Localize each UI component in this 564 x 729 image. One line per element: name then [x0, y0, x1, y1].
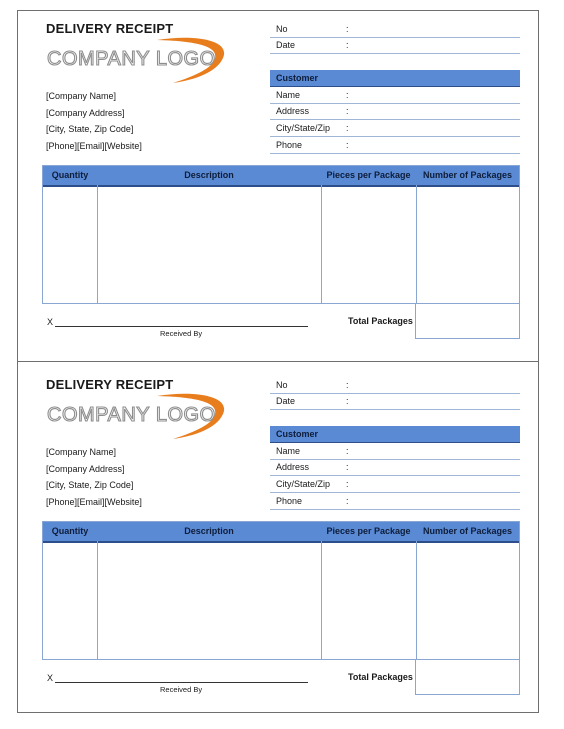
signature-x: X [47, 673, 54, 683]
field-colon: : [346, 496, 349, 506]
field-colon: : [346, 106, 349, 116]
signature-line[interactable] [55, 682, 308, 683]
column-divider [97, 541, 98, 659]
logo-text: COMPANY LOGO [47, 404, 216, 426]
field-label: Date [276, 396, 296, 406]
delivery-receipt [17, 366, 539, 717]
field-label: No [276, 380, 288, 390]
company-city: [City, State, Zip Code] [46, 480, 134, 490]
signature-line[interactable] [55, 326, 308, 327]
company-address: [Company Address] [46, 464, 125, 474]
column-divider [97, 185, 98, 303]
receipt-title: DELIVERY RECEIPT [46, 21, 174, 36]
total-packages-label: Total Packages [348, 672, 413, 682]
field-no[interactable] [270, 21, 520, 38]
company-contact: [Phone][Email][Website] [46, 141, 142, 151]
signature-x: X [47, 317, 54, 327]
field-customer-name[interactable] [270, 443, 520, 460]
company-contact: [Phone][Email][Website] [46, 497, 142, 507]
field-colon: : [346, 40, 349, 50]
field-colon: : [346, 396, 349, 406]
company-logo [45, 34, 229, 84]
table-header [43, 166, 519, 187]
company-address: [Company Address] [46, 108, 125, 118]
customer-heading: Customer [276, 429, 319, 439]
delivery-receipt [17, 10, 539, 361]
company-logo [45, 390, 229, 440]
field-colon: : [346, 446, 349, 456]
company-city: [City, State, Zip Code] [46, 124, 134, 134]
field-colon: : [346, 24, 349, 34]
company-name: [Company Name] [46, 91, 117, 101]
field-customer-city[interactable] [270, 476, 520, 493]
field-label: No [276, 24, 288, 34]
receipt-title: DELIVERY RECEIPT [46, 377, 174, 392]
field-date[interactable] [270, 37, 520, 54]
col-description: Description [184, 526, 234, 536]
field-label: Address [276, 106, 310, 116]
total-packages-box[interactable] [415, 659, 520, 695]
col-pieces-per-package: Pieces per Package [326, 170, 411, 180]
col-quantity: Quantity [51, 526, 89, 536]
customer-header [270, 426, 520, 443]
field-label: Name [276, 446, 301, 456]
customer-header [270, 70, 520, 87]
items-table [42, 165, 520, 304]
field-colon: : [346, 140, 349, 150]
items-table [42, 521, 520, 660]
total-packages-label: Total Packages [348, 316, 413, 326]
field-colon: : [346, 479, 349, 489]
logo-text: COMPANY LOGO [47, 48, 216, 70]
col-description: Description [184, 170, 234, 180]
field-colon: : [346, 90, 349, 100]
col-number-of-packages: Number of Packages [422, 526, 513, 536]
field-label: City/State/Zip [276, 123, 331, 133]
field-date[interactable] [270, 393, 520, 410]
receipt-divider [17, 361, 539, 362]
col-quantity: Quantity [51, 170, 89, 180]
field-customer-address[interactable] [270, 459, 520, 476]
field-label: Address [276, 462, 310, 472]
customer-heading: Customer [276, 73, 319, 83]
total-packages-box[interactable] [415, 303, 520, 339]
field-colon: : [346, 380, 349, 390]
received-by-label: Received By [160, 329, 203, 338]
field-customer-phone[interactable] [270, 493, 520, 510]
field-colon: : [346, 462, 349, 472]
field-colon: : [346, 123, 349, 133]
col-pieces-per-package: Pieces per Package [326, 526, 411, 536]
field-label: Phone [276, 496, 303, 506]
field-customer-name[interactable] [270, 87, 520, 104]
field-label: City/State/Zip [276, 479, 331, 489]
received-by-label: Received By [160, 685, 203, 694]
column-divider [416, 185, 417, 303]
field-label: Date [276, 40, 296, 50]
table-header [43, 522, 519, 543]
column-divider [321, 541, 322, 659]
col-number-of-packages: Number of Packages [422, 170, 513, 180]
field-no[interactable] [270, 377, 520, 394]
column-divider [321, 185, 322, 303]
column-divider [416, 541, 417, 659]
field-customer-address[interactable] [270, 103, 520, 120]
field-label: Name [276, 90, 301, 100]
company-name: [Company Name] [46, 447, 117, 457]
field-label: Phone [276, 140, 303, 150]
field-customer-phone[interactable] [270, 137, 520, 154]
field-customer-city[interactable] [270, 120, 520, 137]
